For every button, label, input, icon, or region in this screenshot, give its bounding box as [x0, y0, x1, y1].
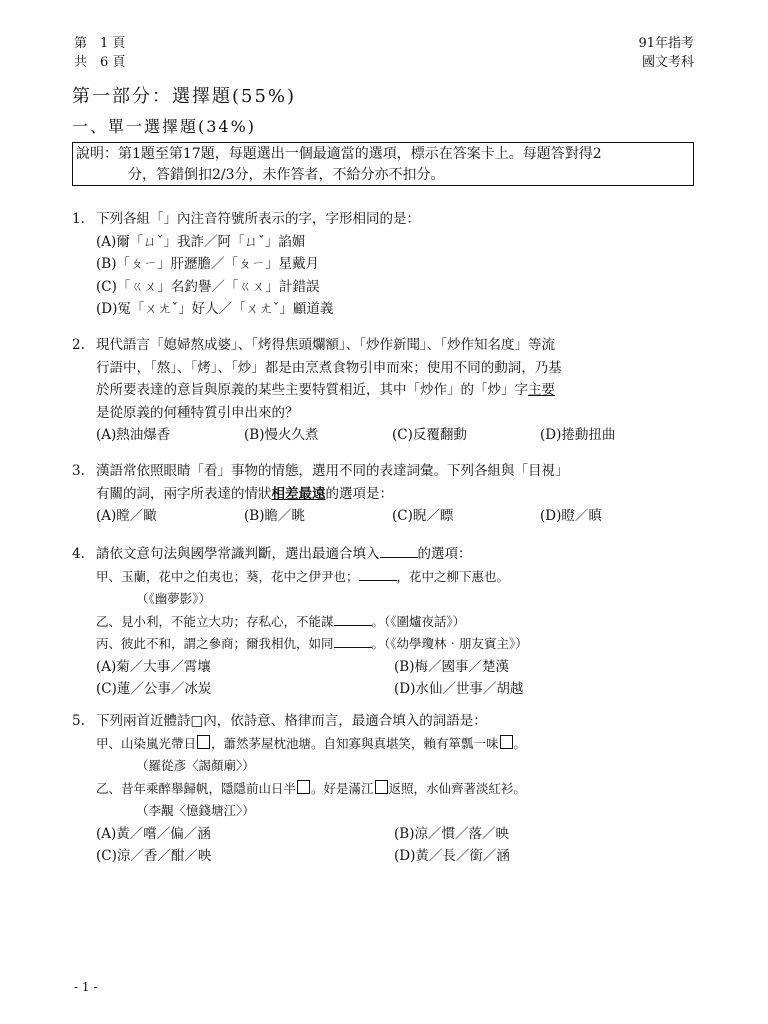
question-stem: 請依文意句法與國學常識判斷，選出最適合填入 的選項： [96, 543, 702, 566]
question-number: 4. [72, 546, 85, 562]
passage-jia: 甲、玉蘭，花中之伯夷也；葵，花中之伊尹也； ，花中之柳下惠也。 [96, 566, 702, 589]
fill-box [197, 735, 210, 749]
page-total: 共 6 頁 [74, 55, 126, 70]
fill-blank [334, 611, 372, 626]
option: (B)「ㄆㄧ」肝瀝膽／「ㄆㄧ」星戴月 [96, 256, 319, 272]
exam-info [638, 34, 694, 72]
question-text: 漢語常依照眼睛「看」事物的情態，選用不同的表達詞彙。下列各組與「目視」 [96, 463, 569, 479]
exam-subject: 國文考科 [641, 55, 694, 70]
option: (A)熱油爆香 [96, 427, 171, 443]
option: (D)捲動扭曲 [540, 427, 616, 443]
question-text: 行語中，「熬」、「烤」、「炒」都是由烹煮食物引申而來；使用不同的動詞，乃基 [96, 359, 562, 376]
question-5 [72, 710, 702, 868]
question-1 [72, 208, 702, 321]
option: (A)黃／嚐／偏／涵 [96, 825, 211, 842]
page-footer: - 1 - [74, 980, 98, 994]
option: (A)菊／大事／霄壤 [96, 658, 211, 675]
fill-blank [359, 566, 397, 581]
question-number: 3. [72, 463, 85, 479]
question-stem: 下列各組「」內注音符號所表示的字，字形相同的是： [96, 211, 420, 227]
question-4 [72, 543, 702, 701]
option: (B)梅／國事／楚漢 [394, 658, 509, 675]
question-text: 現代語言「媳婦熬成婆」、「烤得焦頭爛額」、「炒作新聞」、「炒作知名度」等流 [96, 337, 555, 353]
fill-box [500, 735, 513, 749]
fill-box [297, 780, 310, 794]
page-counter [74, 34, 125, 72]
poem-jia: 甲、山染嵐光帶日 ，蕭然茅屋枕池塘。自知寡與真堪笑，賴有箪瓢一味 。 [96, 735, 527, 751]
emphasis-underline: 主要 [528, 382, 555, 398]
option: (C)蓮／公事／冰炭 [96, 681, 212, 697]
poem-yi: 乙、昔年乘醉舉歸帆，隱隱前山日半 。好是滿江 返照，水仙齊著淡紅衫。 [96, 780, 527, 796]
fill-blank [380, 543, 418, 558]
option: (A)爾「ㄩˇ」我詐／阿「ㄩˇ」諂媚 [96, 233, 306, 250]
options-row [96, 424, 702, 447]
instructions-line-1: 說明：第1題至第17題，每題選出一個最適當的選項，標示在答案卡上。每題答對得2 [76, 146, 602, 162]
option: (B)慢火久煮 [244, 427, 319, 443]
question-number: 5. [72, 713, 85, 729]
question-number: 1. [72, 211, 85, 227]
question-3 [72, 460, 702, 528]
question-text: 是從原義的何種特質引申出來的？ [96, 404, 299, 421]
citation: （《幽夢影》） [136, 591, 212, 606]
option: (D)黃／長／銜／涵 [394, 848, 510, 864]
fill-blank [334, 633, 372, 648]
option: (C)涼／香／酣／映 [96, 848, 212, 864]
question-text: 有關的詞，兩字所表達的情狀相差最遠的選項是： [96, 485, 393, 502]
passage-bing: 丙、彼此不和，謂之參商；爾我相仇，如同 。（《幼學瓊林‧朋友賓主》） [96, 633, 702, 656]
page-current: 第 1 頁 [74, 36, 126, 51]
option: (D)冤「ㄨㄤˇ」好人／「ㄨㄤˇ」顧道義 [96, 301, 334, 317]
option: (C)反覆翻動 [392, 427, 467, 443]
emphasis-underline: 相差最遠 [271, 485, 326, 502]
options-row [96, 823, 702, 846]
question-2 [72, 334, 702, 447]
options-row [96, 845, 702, 868]
option: (D)瞪／瞋 [540, 508, 602, 524]
option: (C)「ㄍㄨ」名釣譽／「ㄍㄨ」計錯誤 [96, 278, 320, 295]
question-number: 2. [72, 337, 85, 353]
fill-box [375, 780, 388, 794]
option: (C)睨／瞟 [392, 508, 454, 524]
option: (D)水仙／世事／胡越 [394, 681, 524, 697]
option: (B)涼／慣／落／映 [394, 825, 509, 842]
passage-yi: 乙、見小利，不能立大功；存私心，不能謀 。（《圍爐夜話》） [96, 611, 702, 634]
question-text: 於所要表達的意旨與原義的某些主要特質相近，其中「炒作」的「炒」字主要 [96, 382, 555, 398]
subsection-title: 一、單一選擇題(34%) [72, 117, 257, 136]
option: (A)瞠／瞰 [96, 508, 157, 524]
exam-name: 91年指考 [638, 36, 694, 51]
citation: （李覯〈憶錢塘江〉） [136, 803, 255, 818]
options-row [96, 656, 702, 679]
instructions-box [72, 142, 694, 186]
instructions-line-2: 分，答錯倒扣2/3分，未作答者，不給分亦不扣分。 [128, 167, 445, 183]
option: (B)瞻／眺 [244, 508, 305, 524]
citation: （羅從彥〈謁顏廟〉） [136, 758, 255, 773]
section-title: 第一部分：選擇題(55%) [72, 86, 297, 107]
options-row [96, 505, 702, 528]
options-row [96, 678, 702, 701]
question-stem: 下列兩首近體詩□內，依詩意、格律而言，最適合填入的詞語是： [96, 713, 487, 729]
